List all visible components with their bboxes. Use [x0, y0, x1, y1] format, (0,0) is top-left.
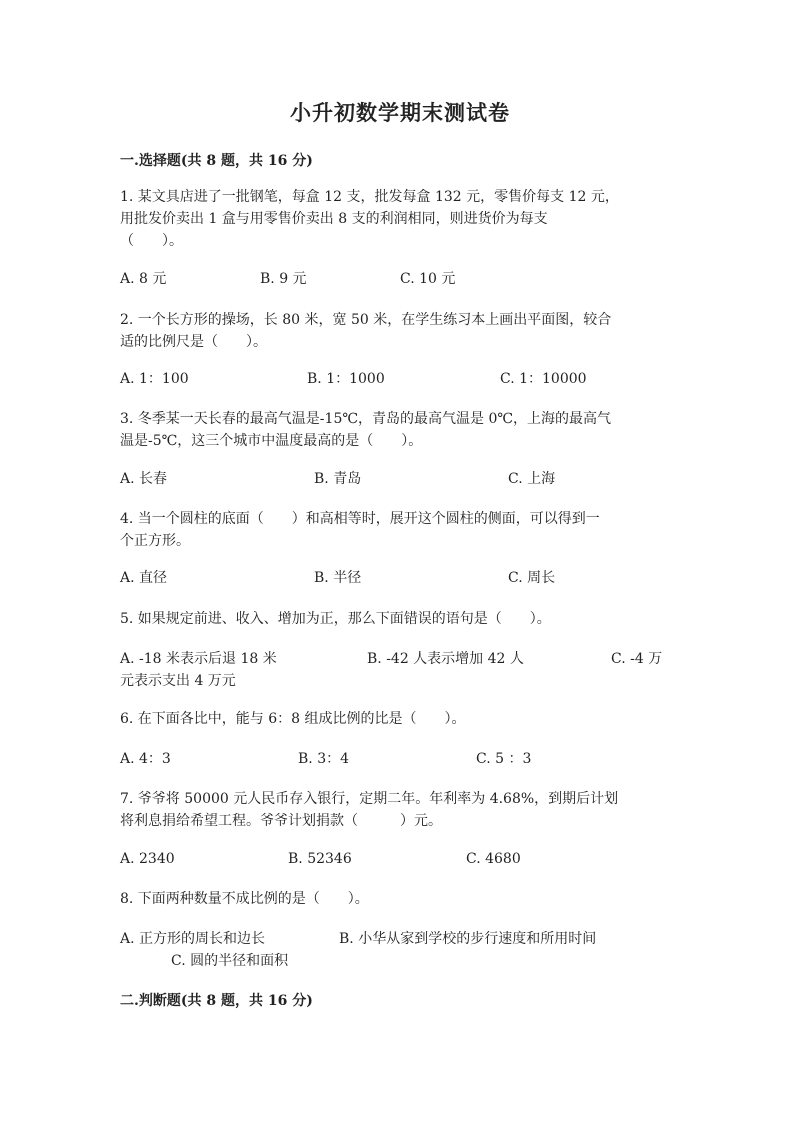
option-c: C. 上海 — [508, 471, 556, 487]
question-1 — [120, 186, 690, 252]
question-line: 4. 当一个圆柱的底面（ ）和高相等时，展开这个圆柱的侧面，可以得到一 — [120, 511, 600, 527]
question-line: 1. 某文具店进了一批钢笔，每盒 12 支，批发每盒 132 元，零售价每支 12 元， — [120, 189, 619, 205]
question-line: 个正方形。 — [120, 533, 190, 549]
section-heading-judgement: 二.判断题(共 8 题，共 16 分) — [120, 993, 313, 1009]
option-b: B. 3：4 — [298, 751, 350, 767]
option-a: A. 8 元 — [120, 271, 167, 287]
option-a: A. -18 米表示后退 18 米 — [120, 651, 277, 667]
option-c: C. -4 万 — [611, 651, 663, 667]
question-line: 用批发价卖出 1 盒与用零售价卖出 8 支的利润相同，则进货价为每支 — [120, 211, 548, 227]
question-line: 2. 一个长方形的操场，长 80 米，宽 50 米，在学生练习本上画出平面图，较合 — [120, 312, 612, 328]
option-a: A. 直径 — [120, 570, 168, 586]
question-5 — [120, 608, 690, 630]
options-3 — [120, 468, 690, 490]
question-7 — [120, 788, 690, 832]
option-a: A. 1：100 — [120, 371, 189, 387]
options-2 — [120, 368, 690, 390]
question-line: 7. 爷爷将 50000 元人民币存入银行，定期二年。年利率为 4.68%，到期后计划 — [120, 791, 619, 807]
options-6 — [120, 748, 690, 770]
option-c: C. 圆的半径和面积 — [171, 953, 289, 969]
option-b: B. 小华从家到学校的步行速度和所用时间 — [339, 931, 597, 947]
option-b: B. 1：1000 — [307, 371, 385, 387]
option-c: C. 4680 — [466, 851, 521, 867]
option-c: C. 1：10000 — [500, 371, 587, 387]
option-c: C. 5 ：3 — [476, 751, 532, 767]
options-7 — [120, 848, 690, 870]
option-c: C. 10 元 — [400, 271, 456, 287]
section-heading-choice: 一.选择题(共 8 题，共 16 分) — [120, 153, 313, 169]
question-3 — [120, 408, 690, 452]
options-1 — [120, 268, 690, 290]
option-b: B. 青岛 — [314, 471, 362, 487]
question-line: 8. 下面两种数量不成比例的是（ ）。 — [120, 891, 369, 907]
question-line: 3. 冬季某一天长春的最高气温是-15℃，青岛的最高气温是 0℃，上海的最高气 — [120, 411, 612, 427]
question-2 — [120, 309, 690, 353]
option-a: A. 长春 — [120, 471, 168, 487]
option-c: C. 周长 — [508, 570, 556, 586]
options-8 — [120, 928, 690, 950]
question-4 — [120, 508, 690, 552]
option-b: B. 半径 — [314, 570, 362, 586]
options-4 — [120, 567, 690, 589]
option-c-continued: 元表示支出 4 万元 — [120, 673, 236, 689]
question-8 — [120, 888, 690, 910]
question-line: 5. 如果规定前进、收入、增加为正，那么下面错误的语句是（ ）。 — [120, 611, 551, 627]
question-line: 温是-5℃，这三个城市中温度最高的是（ ）。 — [120, 433, 423, 449]
option-a: A. 4：3 — [120, 751, 171, 767]
question-line: 将利息捐给希望工程。爷爷计划捐款（ ）元。 — [120, 813, 442, 829]
question-line: 6. 在下面各比中，能与 6：8 组成比例的比是（ ）。 — [120, 711, 466, 727]
option-b: B. -42 人表示增加 42 人 — [367, 651, 524, 667]
option-b: B. 52346 — [288, 851, 352, 867]
option-a: A. 2340 — [120, 851, 175, 867]
question-line: （ ）。 — [120, 233, 183, 249]
question-6 — [120, 708, 690, 730]
question-line: 适的比例尺是（ ）。 — [120, 334, 267, 350]
options-5 — [120, 648, 690, 670]
option-b: B. 9 元 — [260, 271, 307, 287]
exam-title: 小升初数学期末测试卷 — [290, 100, 510, 125]
option-a: A. 正方形的周长和边长 — [120, 931, 266, 947]
